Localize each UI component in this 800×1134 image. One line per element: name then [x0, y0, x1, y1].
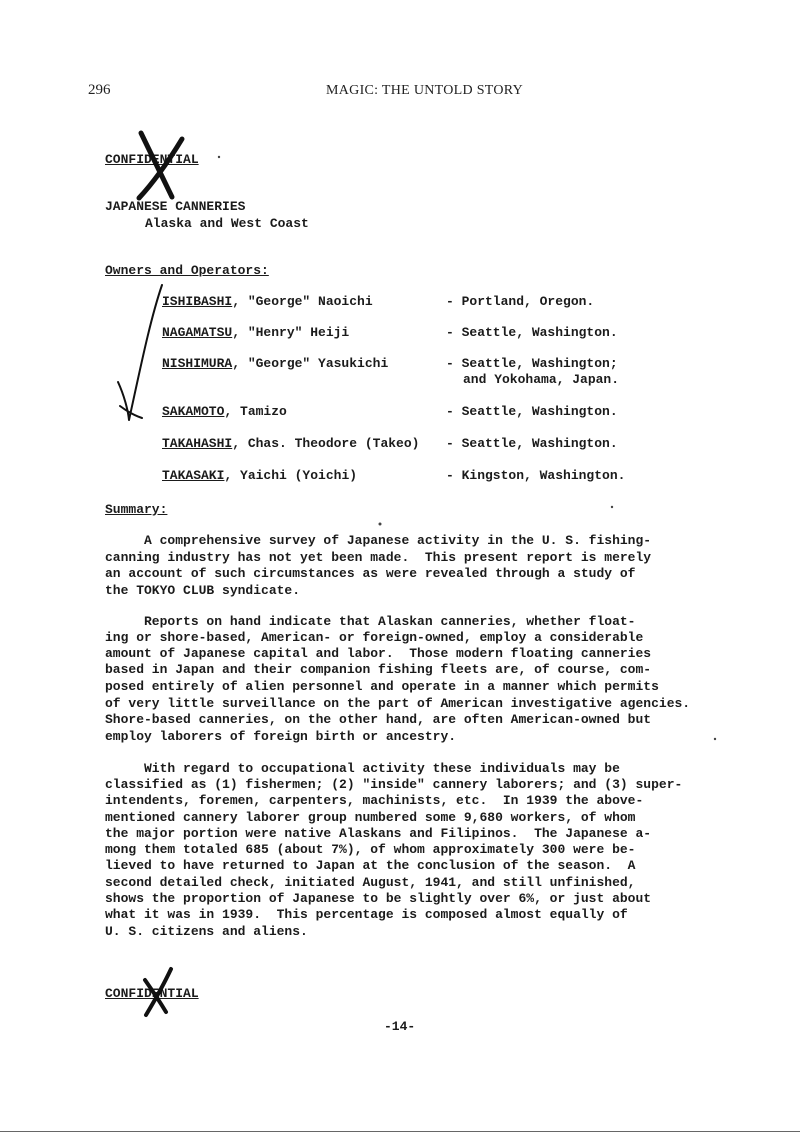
paragraph-line: an account of such circumstances as were revealed through a study of — [105, 566, 636, 581]
page-number: 296 — [88, 82, 111, 98]
owner-entry — [162, 404, 287, 420]
paragraph-line: the TOKYO CLUB syndicate. — [105, 583, 301, 598]
stray-dot — [379, 523, 382, 526]
paragraph-line: With regard to occupational activity these individuals may be — [105, 761, 620, 776]
summary-heading: Summary: — [105, 502, 168, 517]
paragraph-line: of very little surveillance on the part of American investigative agencies. — [105, 696, 691, 711]
paragraph-line: shows the proportion of Japanese to be slightly over 6%, or just about — [105, 891, 652, 906]
book-title: MAGIC: THE UNTOLD STORY — [326, 83, 524, 98]
owner-location: - Portland, Oregon. — [446, 294, 595, 309]
stray-dot — [218, 156, 220, 158]
stray-dot — [714, 738, 716, 740]
paragraph-line: amount of Japanese capital and labor. Those modern floating canneries — [105, 646, 652, 661]
stray-dot — [611, 506, 613, 508]
paragraph-line: A comprehensive survey of Japanese activity in the U. S. fishing- — [105, 533, 652, 548]
owner-location: - Seattle, Washington; — [446, 356, 618, 371]
owners-heading: Owners and Operators: — [105, 263, 269, 278]
paragraph-line: what it was in 1939. This percentage is composed almost equally of — [105, 907, 628, 922]
paragraph-line: mong them totaled 685 (about 7%), of whom approximately 300 were be- — [105, 842, 636, 857]
document-title: JAPANESE CANNERIES — [105, 199, 246, 214]
paragraph-line: mentioned cannery laborer group numbered some 9,680 workers, of whom — [105, 810, 636, 825]
paragraph-line: Shore-based canneries, on the other hand, are often American-owned but — [105, 712, 652, 727]
owner-surname: ISHIBASHI — [162, 294, 233, 309]
owner-surname: SAKAMOTO — [162, 404, 225, 419]
owner-location: - Seattle, Washington. — [446, 325, 618, 340]
page-edge-rule — [0, 1131, 800, 1132]
owner-surname: NISHIMURA — [162, 356, 233, 371]
owner-surname: TAKASAKI — [162, 468, 225, 483]
owner-location: - Kingston, Washington. — [446, 468, 626, 483]
document-subtitle: Alaska and West Coast — [145, 216, 309, 231]
paragraph-line: posed entirely of alien personnel and operate in a manner which permits — [105, 679, 659, 694]
owner-given-name: , Chas. Theodore (Takeo) — [232, 436, 420, 451]
paragraph-line: second detailed check, initiated August, 1941, and still unfinished, — [105, 875, 636, 890]
owner-entry — [162, 325, 349, 341]
classification-top: CONFIDENTIAL — [105, 152, 199, 167]
owner-entry — [162, 468, 357, 484]
paragraph-line: based in Japan and their companion fishing fleets are, of course, com- — [105, 662, 652, 677]
paragraph-line: Reports on hand indicate that Alaskan canneries, whether float- — [105, 614, 636, 629]
owner-entry — [162, 436, 419, 452]
owner-location-secondary: and Yokohama, Japan. — [463, 372, 620, 387]
paragraph-line: U. S. citizens and aliens. — [105, 924, 308, 939]
paragraph-line: intendents, foremen, carpenters, machinists, etc. In 1939 the above- — [105, 793, 644, 808]
paragraph-line: employ laborers of foreign birth or ancestry. — [105, 729, 457, 744]
owner-entry — [162, 294, 373, 310]
page-footer: -14- — [384, 1019, 416, 1034]
owner-entry — [162, 356, 388, 372]
owner-location: - Seattle, Washington. — [446, 436, 618, 451]
owner-surname: NAGAMATSU — [162, 325, 233, 340]
classification-bottom: CONFIDENTIAL — [105, 986, 199, 1001]
paragraph-line: ing or shore-based, American- or foreign-owned, employ a considerable — [105, 630, 644, 645]
paragraph-line: the major portion were native Alaskans and Filipinos. The Japanese a- — [105, 826, 652, 841]
owner-given-name: , "George" Naoichi — [232, 294, 373, 309]
owner-given-name: , Tamizo — [224, 404, 287, 419]
paragraph-line: canning industry has not yet been made. This present report is merely — [105, 550, 652, 565]
owner-given-name: , "George" Yasukichi — [232, 356, 389, 371]
check-mark — [118, 285, 162, 420]
owner-surname: TAKAHASHI — [162, 436, 233, 451]
paragraph-line: lieved to have returned to Japan at the conclusion of the season. A — [105, 858, 636, 873]
paragraph-line: classified as (1) fishermen; (2) "inside" cannery laborers; and (3) super- — [105, 777, 683, 792]
owner-location: - Seattle, Washington. — [446, 404, 618, 419]
owner-given-name: , Yaichi (Yoichi) — [224, 468, 358, 483]
owner-given-name: , "Henry" Heiji — [232, 325, 350, 340]
